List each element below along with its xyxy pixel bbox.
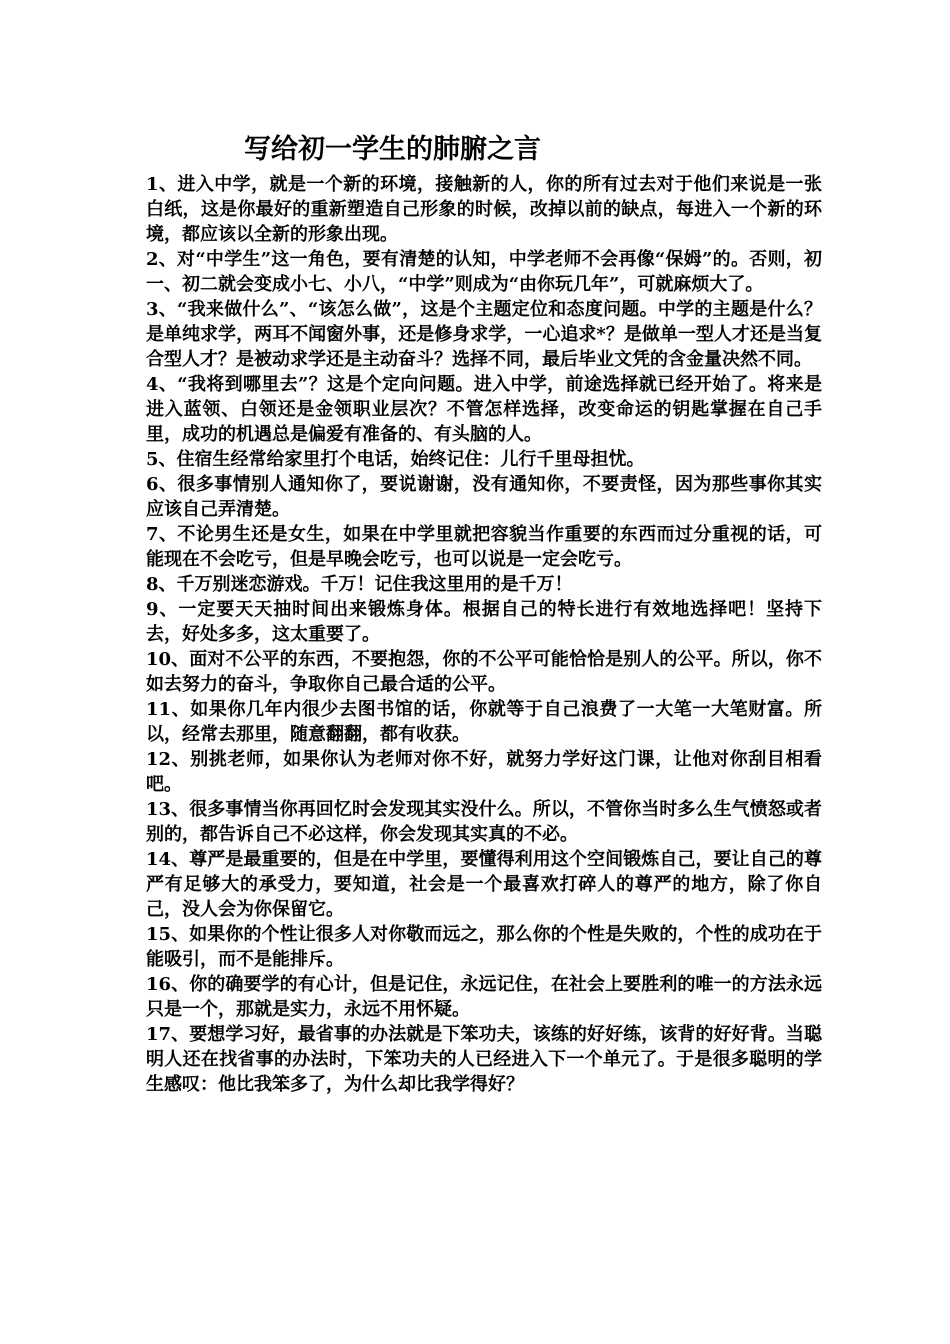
advice-item-4: 4、“我将到哪里去”？这是个定向问题。进入中学，前途选择就已经开始了。将来是进入蓝领、白领还是金领职业层次？不管怎样选择，改变命运的钥匙掌握在自己手里，成功的机遇总是偏爱有准备的、有头脑的人。 <box>146 374 822 445</box>
advice-item-1: 1、进入中学，就是一个新的环境，接触新的人，你的所有过去对于他们来说是一张白纸，这是你最好的重新塑造自己形象的时候，改掉以前的缺点，每进入一个新的环境，都应该以全新的形象出现。 <box>146 174 822 245</box>
advice-item-17: 17、要想学习好，最省事的办法就是下笨功夫，该练的好好练，该背的好好背。当聪明人还在找省事的办法时，下笨功夫的人已经进入下一个单元了。于是很多聪明的学生感叹：他比我笨多了，为什么却比我学得好？ <box>146 1024 822 1095</box>
advice-list <box>146 172 822 1097</box>
advice-item-14: 14、尊严是最重要的，但是在中学里，要懂得利用这个空间锻炼自己，要让自己的尊严有足够大的承受力，要知道，社会是一个最喜欢打碎人的尊严的地方，除了你自己，没人会为你保留它。 <box>146 849 822 920</box>
advice-item-7: 7、不论男生还是女生，如果在中学里就把容貌当作重要的东西而过分重视的话，可能现在不会吃亏，但是早晚会吃亏，也可以说是一定会吃亏。 <box>146 524 822 570</box>
advice-item-3: 3、“我来做什么”、“该怎么做”，这是个主题定位和态度问题。中学的主题是什么？是单纯求学，两耳不闻窗外事，还是修身求学，一心追求*？是做单一型人才还是当复合型人才？是被动求学还是主动奋斗？选择不同，最后毕业文凭的含金量决然不同。 <box>146 299 822 370</box>
advice-item-10: 10、面对不公平的东西，不要抱怨，你的不公平可能恰恰是别人的公平。所以，你不如去努力的奋斗，争取你自己最合适的公平。 <box>146 649 822 695</box>
advice-item-11: 11、如果你几年内很少去图书馆的话，你就等于自己浪费了一大笔一大笔财富。所以，经常去那里，随意翻翻，都有收获。 <box>146 699 822 745</box>
advice-item-2: 2、对“中学生”这一角色，要有清楚的认知，中学老师不会再像“保姆”的。否则，初一、初二就会变成小七、小八，“中学”则成为“由你玩几年”，可就麻烦大了。 <box>146 249 822 295</box>
advice-item-16: 16、你的确要学的有心计，但是记住，永远记住，在社会上要胜利的唯一的方法永远只是一个，那就是实力，永远不用怀疑。 <box>146 974 822 1020</box>
advice-item-9: 9、一定要天天抽时间出来锻炼身体。根据自己的特长进行有效地选择吧！坚持下去，好处多多，这太重要了。 <box>146 599 822 645</box>
advice-item-8: 8、千万别迷恋游戏。千万！记住我这里用的是千万！ <box>146 574 573 595</box>
page-title: 写给初一学生的肺腑之言 <box>244 134 541 165</box>
advice-item-5: 5、住宿生经常给家里打个电话，始终记住：儿行千里母担忧。 <box>146 449 645 470</box>
advice-item-12: 12、别挑老师，如果你认为老师对你不好，就努力学好这门课，让他对你刮目相看吧。 <box>146 749 822 795</box>
advice-item-15: 15、如果你的个性让很多人对你敬而远之，那么你的个性是失败的，个性的成功在于能吸引，而不是能排斥。 <box>146 924 822 970</box>
advice-item-6: 6、很多事情别人通知你了，要说谢谢，没有通知你，不要责怪，因为那些事你其实应该自己弄清楚。 <box>146 474 822 520</box>
advice-item-13: 13、很多事情当你再回忆时会发现其实没什么。所以，不管你当时多么生气愤怒或者别的，都告诉自己不必这样，你会发现其实真的不必。 <box>146 799 822 845</box>
